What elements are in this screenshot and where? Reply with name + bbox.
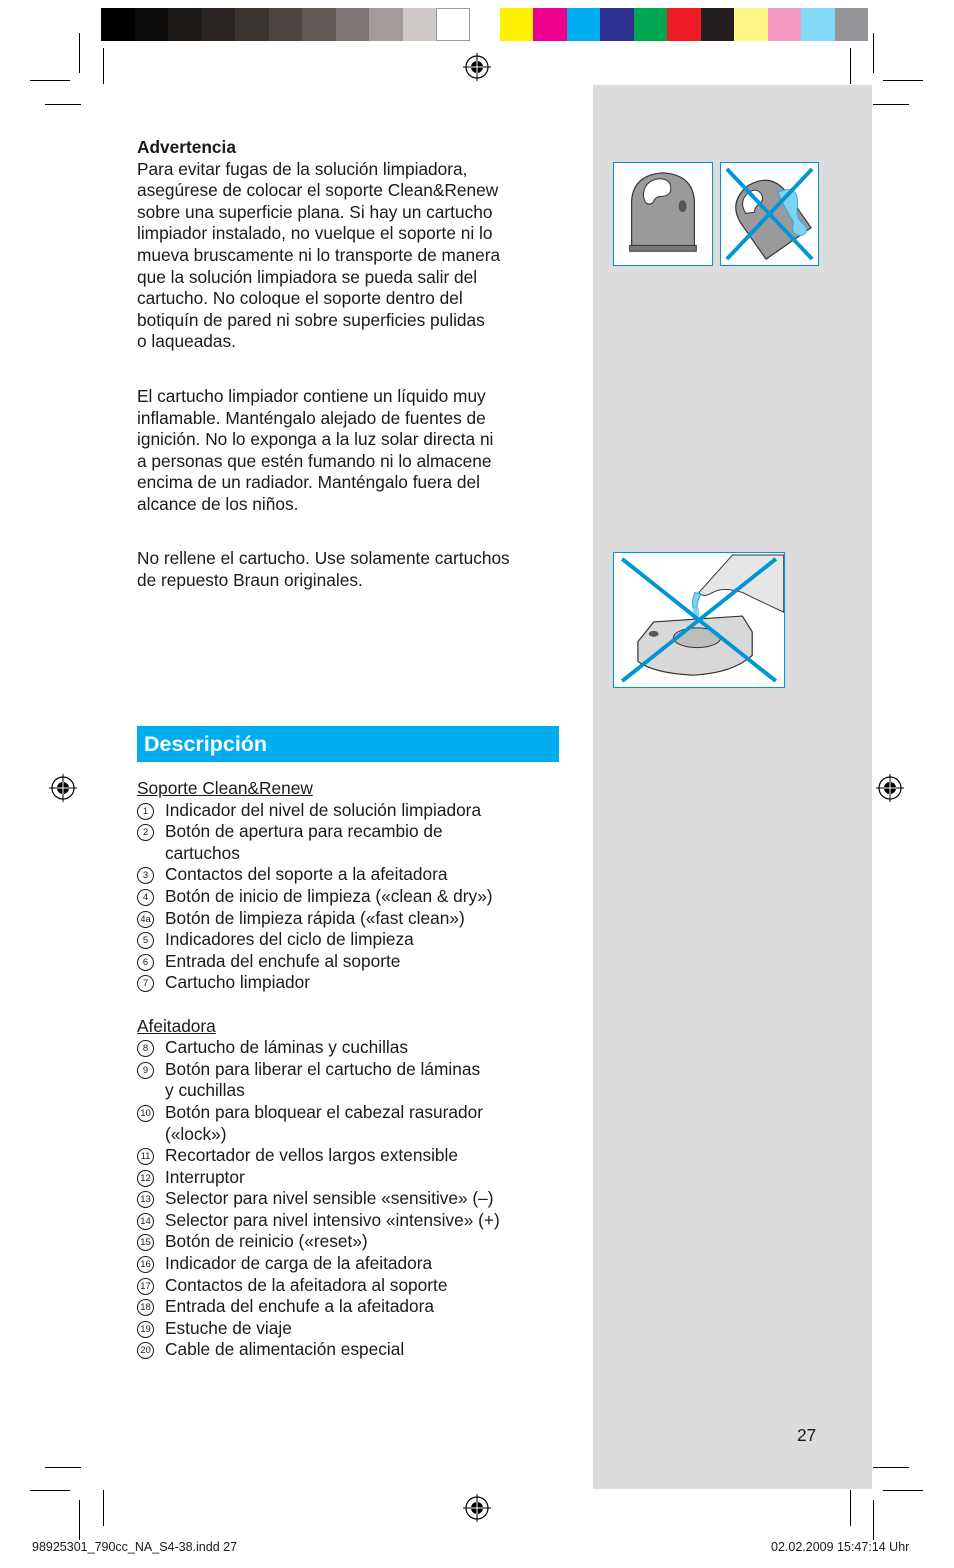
refill-text [137,548,562,591]
registration-mark-icon [875,773,905,803]
color-swatch [768,8,802,41]
text-line: limpiador instalado, no vuelque el soporte ni lo [137,223,493,244]
color-swatch [500,8,534,41]
item-label [165,1339,500,1361]
text-line: botiquín de pared ni sobre superficies pulidas [137,309,485,330]
item-label-line: y cuchillas [165,1080,245,1101]
item-label-line: Cartucho de láminas y cuchillas [165,1037,409,1058]
item-label-line: Botón de inicio de limpieza («clean & dry») [165,885,493,906]
item-label [165,972,500,994]
list-item [137,1037,500,1059]
text-line: que la solución limpiadora se pueda salir del [137,266,478,287]
item-label-line: Indicador del nivel de solución limpiadora [165,799,482,820]
item-number: 20 [137,1342,154,1359]
item-number: 3 [137,867,154,884]
flammable-text [137,386,562,516]
warning-text [137,159,562,353]
item-label [165,1145,500,1167]
item-label [165,1102,500,1145]
list-item [137,1188,500,1210]
color-swatch [403,8,437,41]
item-number: 9 [137,1062,154,1079]
flammable-paragraph [137,386,562,516]
crop-mark [30,80,70,81]
item-label [165,821,500,864]
item-label [165,1318,500,1340]
color-swatch [634,8,668,41]
item-label-line: Entrada del enchufe al soporte [165,950,401,971]
item-number: 14 [137,1213,154,1230]
text-line: inflamable. Manténgalo alejado de fuentes de [137,407,486,428]
item-label [165,929,500,951]
registration-mark-icon [462,52,492,82]
crop-mark [103,48,104,84]
color-swatch [436,8,470,41]
text-line: ignición. No lo exponga a la luz solar directa ni [137,429,494,450]
list-item [137,1145,500,1167]
item-label-line: Interruptor [165,1166,245,1187]
item-label-line: Contactos de la afeitadora al soporte [165,1274,448,1295]
text-line: sobre una superficie plana. Si hay un cartucho [137,201,493,222]
item-number: 6 [137,954,154,971]
list-item [137,1102,500,1145]
color-swatch [101,8,135,41]
text-line: No rellene el cartucho. Use solamente cartuchos [137,548,510,568]
color-swatch [533,8,567,41]
item-label-line: cartuchos [165,842,240,863]
item-number: 18 [137,1299,154,1316]
item-label [165,1059,500,1102]
item-label-line: («lock») [165,1123,227,1144]
crop-mark [883,80,923,81]
item-label [165,886,500,908]
crop-mark [850,1490,851,1526]
text-line: alcance de los niños. [137,493,299,514]
list-item [137,908,500,930]
item-number: 2 [137,824,154,841]
shaver-group-title: Afeitadora [137,1015,216,1036]
text-line: El cartucho limpiador contiene un líquido muy [137,386,486,406]
item-number: 15 [137,1234,154,1251]
item-number: 8 [137,1040,154,1057]
color-swatch [835,8,869,41]
registration-mark-icon [462,1493,492,1523]
station-group-title: Soporte Clean&Renew [137,778,313,798]
color-swatch [734,8,768,41]
item-label [165,800,500,822]
item-label-line: Botón de reinicio («reset») [165,1231,368,1252]
color-swatch [336,8,370,41]
color-swatch [667,8,701,41]
list-item [137,1318,500,1340]
list-item [137,1059,500,1102]
footer-filename: 98925301_790cc_NA_S4-38.indd 27 [32,1540,238,1554]
list-item [137,972,500,994]
item-label [165,1037,500,1059]
crop-mark [873,104,909,105]
item-number: 4 [137,889,154,906]
item-label [165,951,500,973]
item-label [165,1188,500,1210]
color-swatch [567,8,601,41]
item-number: 12 [137,1170,154,1187]
list-item [137,864,500,886]
item-label-line: Selector para nivel sensible «sensitive» (–) [165,1188,494,1209]
item-label-line: Botón de limpieza rápida («fast clean») [165,907,465,928]
list-item [137,1339,500,1361]
item-label-line: Estuche de viaje [165,1317,292,1338]
item-number: 19 [137,1321,154,1338]
list-item [137,1296,500,1318]
crop-mark [873,1467,909,1468]
parts-list [137,778,500,1361]
text-line: mueva bruscamente ni lo transporte de manera [137,244,501,265]
text-line: encima de un radiador. Manténgalo fuera del [137,472,480,493]
item-number: 7 [137,975,154,992]
text-line: cartucho. No coloque el soporte dentro del [137,288,463,309]
item-number: 10 [137,1105,154,1122]
item-label-line: Botón para bloquear el cabezal rasurador [165,1101,483,1122]
section-title: Descripción [137,726,559,762]
crop-mark [883,1490,923,1491]
item-label [165,908,500,930]
item-label-line: Entrada del enchufe a la afeitadora [165,1296,435,1317]
item-label-line: Indicador de carga de la afeitadora [165,1253,433,1274]
text-line: a personas que estén fumando ni lo almacene [137,450,492,471]
item-label-line: Cartucho limpiador [165,972,311,993]
group-spacer [137,994,500,1016]
list-item [137,1167,500,1189]
item-label [165,1167,500,1189]
text-line: o laqueadas. [137,331,236,352]
item-label [165,1231,500,1253]
list-item [137,800,500,822]
item-label [165,1253,500,1275]
item-label-line: Indicadores del ciclo de limpieza [165,929,414,950]
item-number: 4a [137,911,154,928]
crop-mark [45,104,81,105]
item-label-line: Recortador de vellos largos extensible [165,1145,458,1166]
warning-heading: Advertencia [137,137,236,157]
color-swatch [168,8,202,41]
item-number: 17 [137,1278,154,1295]
crop-mark [850,48,851,84]
text-line: asegúrese de colocar el soporte Clean&Renew [137,180,499,201]
list-item [137,821,500,864]
item-label [165,1296,500,1318]
color-swatch [701,8,735,41]
list-item [137,1275,500,1297]
item-number: 5 [137,932,154,949]
crop-mark [873,1500,874,1540]
item-label [165,1210,500,1232]
color-calibration-bar [101,8,868,41]
color-swatch [235,8,269,41]
crop-mark [103,1490,104,1526]
item-number: 13 [137,1191,154,1208]
color-swatch [202,8,236,41]
refill-paragraph [137,548,562,591]
item-label [165,1275,500,1297]
page-number: 27 [797,1425,817,1445]
list-item [137,886,500,908]
item-label [165,864,500,886]
crop-mark [79,33,80,73]
crop-mark [30,1490,70,1491]
crop-mark [79,1500,80,1540]
warning-paragraph [137,137,562,353]
crop-mark [873,33,874,73]
color-swatch [801,8,835,41]
list-item [137,951,500,973]
item-label-line: Cable de alimentación especial [165,1339,405,1360]
item-label-line: Botón de apertura para recambio de [165,821,443,842]
text-line: Para evitar fugas de la solución limpiadora, [137,158,468,179]
item-label-line: Botón para liberar el cartucho de láminas [165,1058,481,1079]
list-item [137,1231,500,1253]
color-swatch [369,8,403,41]
item-label-line: Selector para nivel intensivo «intensive» (+) [165,1209,500,1230]
list-item [137,929,500,951]
station-tilted-prohibited-illustration [720,162,819,266]
color-swatch [135,8,169,41]
crop-mark [45,1467,81,1468]
illustration-sidebar [593,85,872,1489]
list-item [137,1210,500,1232]
item-label-line: Contactos del soporte a la afeitadora [165,864,448,885]
color-swatch [302,8,336,41]
color-swatch [269,8,303,41]
registration-mark-icon [48,773,78,803]
refill-prohibited-illustration [613,552,785,688]
item-number: 16 [137,1256,154,1273]
color-swatch [600,8,634,41]
list-item [137,1253,500,1275]
item-number: 1 [137,803,154,820]
text-line: de repuesto Braun originales. [137,569,363,590]
station-upright-illustration [613,162,713,266]
footer-timestamp: 02.02.2009 15:47:14 Uhr [771,1540,910,1554]
item-number: 11 [137,1148,154,1165]
